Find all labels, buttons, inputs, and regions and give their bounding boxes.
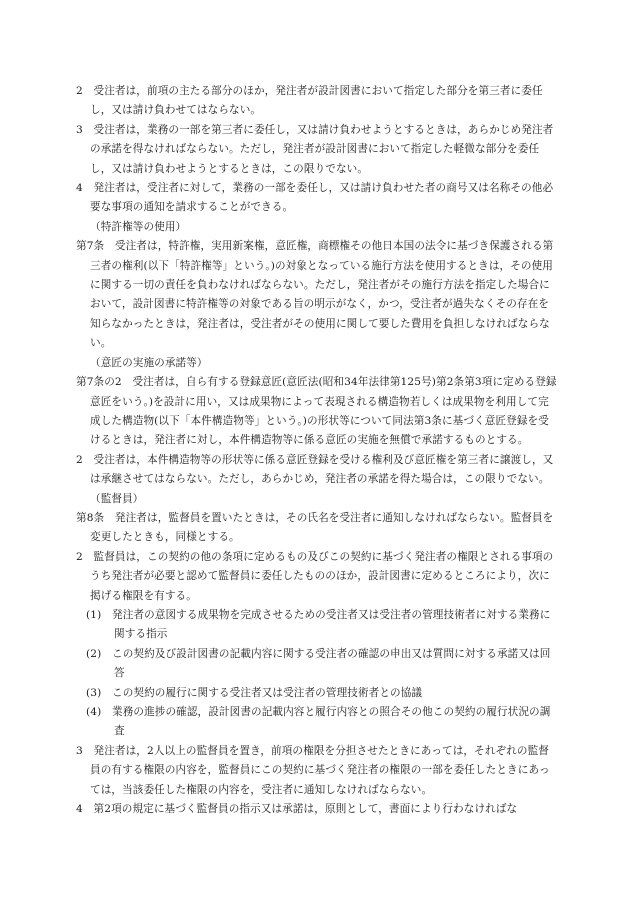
clause-6-paragraph-2: 2 受注者は，前項の主たる部分のほか，発注者が設計図書において指定した部分を第三者に委任し，又は請け負わせてはならない。 bbox=[76, 85, 543, 117]
article-8-item-2: (2) この契約及び設計図書の記載内容に関する受注者の確認の申出又は質問に対する承諾又は回答 bbox=[86, 647, 551, 680]
article-8-item-4: (4) 業務の進捗の確認，設計図書の記載内容と履行内容との照合その他この契約の履行状況の調査 bbox=[86, 706, 551, 738]
article-8-item-3: (3) この契約の履行に関する受注者又は受注者の管理技術者との協議 bbox=[86, 686, 423, 699]
article-8-paragraph-4: 4 第2項の規定に基づく監督員の指示又は承諾は，原則として，書面により行わなければな bbox=[76, 803, 518, 816]
article-7-2-paragraph-2: 2 受注者は，本件構造物等の形状等に係る意匠登録を受ける権利及び意匠権を第三者に譲渡し，又は承継させてはならない。ただし，あらかじめ，発注者の承諾を得た場合は，この限りでない。 bbox=[76, 453, 554, 486]
article-8-item-1: (1) 発注者の意図する成果物を完成させるための受注者又は受注者の管理技術者に対する業務に関する指示 bbox=[86, 608, 551, 641]
clause-6-paragraph-4: 4 発注者は，受注者に対して，業務の一部を委任し，又は請け負わせた者の商号又は名称その他必要な事項の通知を請求することができる。 bbox=[76, 182, 554, 214]
article-8-heading: （監督員） bbox=[90, 492, 144, 505]
article-8-paragraph-2: 2 監督員は，この契約の他の条項に定めるもの及びこの契約に基づく発注者の権限とされる事項のうち発注者が必要と認めて監督員に委任したもののほか，設計図書に定めるところにより，次に掲げる権限を有する。 bbox=[76, 550, 554, 602]
article-7-2-body: 第7条の2 受注者は，自ら有する登録意匠(意匠法(昭和34年法律第125号)第2条第3項に定める登録意匠をいう。)を設計に用い，又は成果物によって表現される構造物若しくは成果物を利用して完成した構造物(以下「本件構造物等」という。)の形状等について同法第3条に基づく意匠登録を受けるときは，発注者に対し，本件構造物等に係る意匠の実施を無償で承諾するものとする。 bbox=[76, 376, 557, 447]
article-8-body: 第8条 発注者は，監督員を置いたときは，その氏名を受注者に通知しなければならない。監督員を変更したときも，同様とする。 bbox=[76, 511, 554, 544]
article-7-heading: （特許権等の使用） bbox=[90, 220, 187, 233]
article-7-2-heading: （意匠の実施の承諾等） bbox=[90, 356, 208, 369]
article-7-body: 第7条 受注者は，特許権，実用新案権，意匠権，商標権その他日本国の法令に基づき保護される第三者の権利(以下「特許権等」という。)の対象となっている施行方法を使用するときは，その使用に関する一切の責任を負わなければならない。ただし，発注者がその施行方法を指定した場合において，設計図書に特許権等の対象である旨の明示がなく，かつ，受注者が過失なくその存在を知らなかったときは，発注者は，受注者がその使用に関して要した費用を負担しなければならない。 bbox=[76, 240, 554, 350]
clause-6-paragraph-3: 3 受注者は，業務の一部を第三者に委任し，又は請け負わせようとするときは，あらかじめ発注者の承諾を得なければならない。ただし，発注者が設計図書において指定した軽微な部分を委任し，又は請け負わせようとするときは，この限りでない。 bbox=[76, 123, 554, 175]
article-8-paragraph-3: 3 発注者は，2人以上の監督員を置き，前項の権限を分担させたときにあっては，それぞれの監督員の有する権限の内容を，監督員にこの契約に基づく発注者の権限の一部を委任したときにあっては，当該委任した権限の内容を，受注者に通知しなければならない。 bbox=[76, 744, 550, 796]
contract-text bbox=[76, 82, 558, 819]
